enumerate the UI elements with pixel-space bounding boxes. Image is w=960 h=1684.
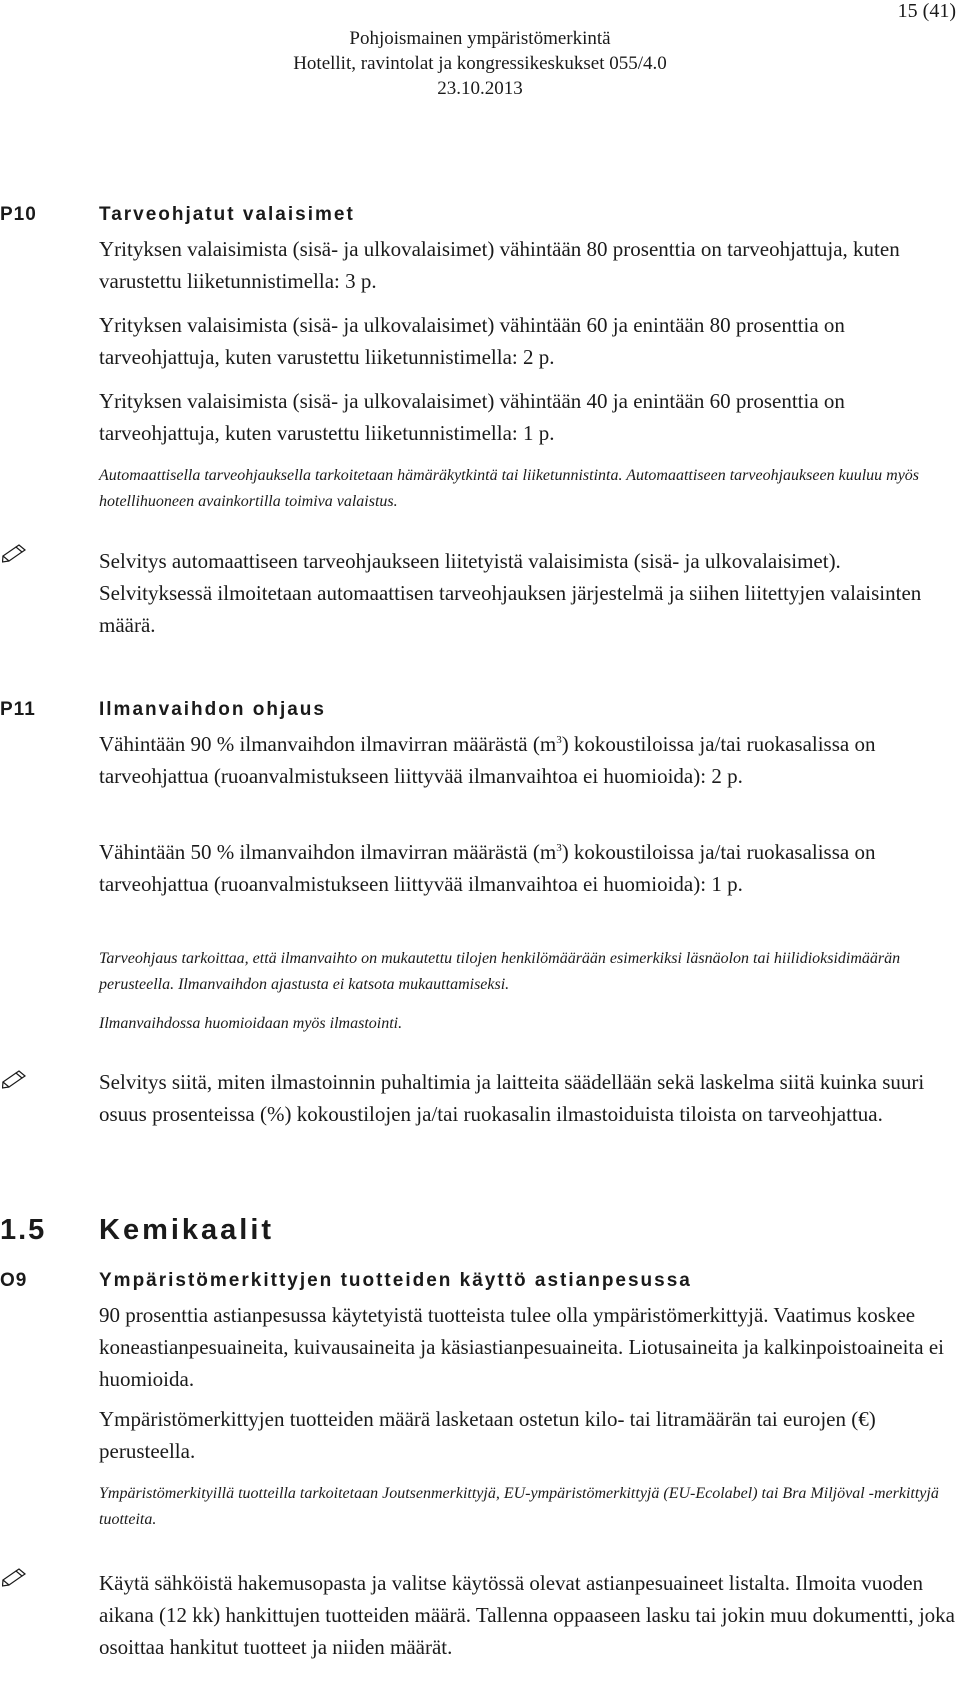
requirement-title-p11: Ilmanvaihdon ohjaus bbox=[99, 699, 326, 720]
o9-paragraph-1: 90 prosenttia astianpesussa käytetyistä tuotteista tulee olla ympäristömerkittyjä. Vaatimus koskee koneastianpesuaineita, kuivausaineita ja käsiastianpesuaineita. Liotusaineita ja kalkinpoistoaineita ei huomioida. bbox=[99, 1303, 944, 1391]
pen-icon bbox=[2, 1070, 26, 1090]
header-line-1: Pohjoismainen ympäristömerkintä bbox=[349, 28, 611, 49]
p10-paragraph-3: Yrityksen valaisimista (sisä- ja ulkovalaisimet) vähintään 40 ja enintään 60 prosenttia on tarveohjattuja, kuten varustettu liiketunnistimella: 1 p. bbox=[99, 389, 845, 445]
p11-note-2: Ilmanvaihdossa huomioidaan myös ilmastointi. bbox=[99, 1015, 403, 1032]
p11-paragraph-2: Vähintään 50 % ilmanvaihdon ilmavirran määrästä $(m^3)$ kokoustiloissa ja/tai ruokasalissa on tarveohjattua (ruoanvalmistukseen liittyvää ilmanvaihtoa ei huomioida): 1 p. bbox=[99, 840, 876, 896]
requirement-code-o9: O9 bbox=[0, 1270, 28, 1291]
page-number: 15 (41) bbox=[897, 0, 956, 22]
p10-documentation: Selvitys automaattiseen tarveohjaukseen liitetyistä valaisimista (sisä- ja ulkovalaisimet). Selvityksessä ilmoitetaan automaattisen tarveohjauksen järjestelmä ja siihen liitettyjen valaisinten määrä. bbox=[99, 549, 922, 637]
requirement-title-p10: Tarveohjatut valaisimet bbox=[99, 204, 355, 225]
requirement-code-p11: P11 bbox=[0, 699, 36, 720]
section-title: Kemikaalit bbox=[99, 1214, 275, 1246]
p11-note-1: Tarveohjaus tarkoittaa, että ilmanvaihto on mukautettu tilojen henkilömäärään esimerkiksi läsnäolon tai hiilidioksidimäärän perusteella. Ilmanvaihdon ajastusta ei katsota mukauttamiseksi. bbox=[99, 950, 901, 993]
p10-paragraph-2: Yrityksen valaisimista (sisä- ja ulkovalaisimet) vähintään 60 ja enintään 80 prosenttia on tarveohjattuja, kuten varustettu liiketunnistimella: 2 p. bbox=[99, 313, 845, 369]
section-number: 1.5 bbox=[0, 1214, 47, 1246]
header-line-3: 23.10.2013 bbox=[437, 78, 523, 99]
p11-documentation: Selvitys siitä, miten ilmastoinnin puhaltimia ja laitteita säädellään sekä laskelma siitä kuinka suuri osuus prosenteissa (%) kokoustilojen ja/tai ruokasalin ilmastoiduista tiloista on tarveohjattua. bbox=[99, 1070, 925, 1126]
pen-icon bbox=[2, 1568, 26, 1588]
header-line-2: Hotellit, ravintolat ja kongressikeskukset 055/4.0 bbox=[293, 53, 667, 74]
p10-note: Automaattisella tarveohjauksella tarkoitetaan hämäräkytkintä tai liiketunnistinta. Automaattiseen tarveohjaukseen kuuluu myös hotellihuoneen avainkortilla toimiva valaistus. bbox=[99, 467, 920, 510]
p10-paragraph-1: Yrityksen valaisimista (sisä- ja ulkovalaisimet) vähintään 80 prosenttia on tarveohjattuja, kuten varustettu liiketunnistimella: 3 p. bbox=[99, 237, 900, 293]
o9-documentation: Käytä sähköistä hakemusopasta ja valitse käytössä olevat astianpesuaineet listalta. Ilmoita vuoden aikana (12 kk) hankittujen tuotteiden määrä. Tallenna oppaaseen lasku tai jokin muu dokumentti, joka osoittaa hankitut tuotteet ja niiden määrät. bbox=[99, 1571, 955, 1659]
pen-icon bbox=[2, 544, 26, 564]
p11-paragraph-1: Vähintään 90 % ilmanvaihdon ilmavirran määrästä $(m^3)$ kokoustiloissa ja/tai ruokasalissa on tarveohjattua (ruoanvalmistukseen liittyvää ilmanvaihtoa ei huomioida): 2 p. bbox=[99, 732, 876, 788]
requirement-code-p10: P10 bbox=[0, 204, 37, 225]
o9-note: Ympäristömerkityillä tuotteilla tarkoitetaan Joutsenmerkittyjä, EU-ympäristömerkittyjä (EU-Ecolabel) tai Bra Miljöval -merkittyjä tuotteita. bbox=[99, 1485, 939, 1528]
requirement-title-o9: Ympäristömerkittyjen tuotteiden käyttö astianpesussa bbox=[99, 1270, 692, 1291]
o9-paragraph-2: Ympäristömerkittyjen tuotteiden määrä lasketaan ostetun kilo- tai litramäärän tai eurojen (€) perusteella. bbox=[99, 1407, 876, 1463]
document-header bbox=[0, 26, 960, 101]
